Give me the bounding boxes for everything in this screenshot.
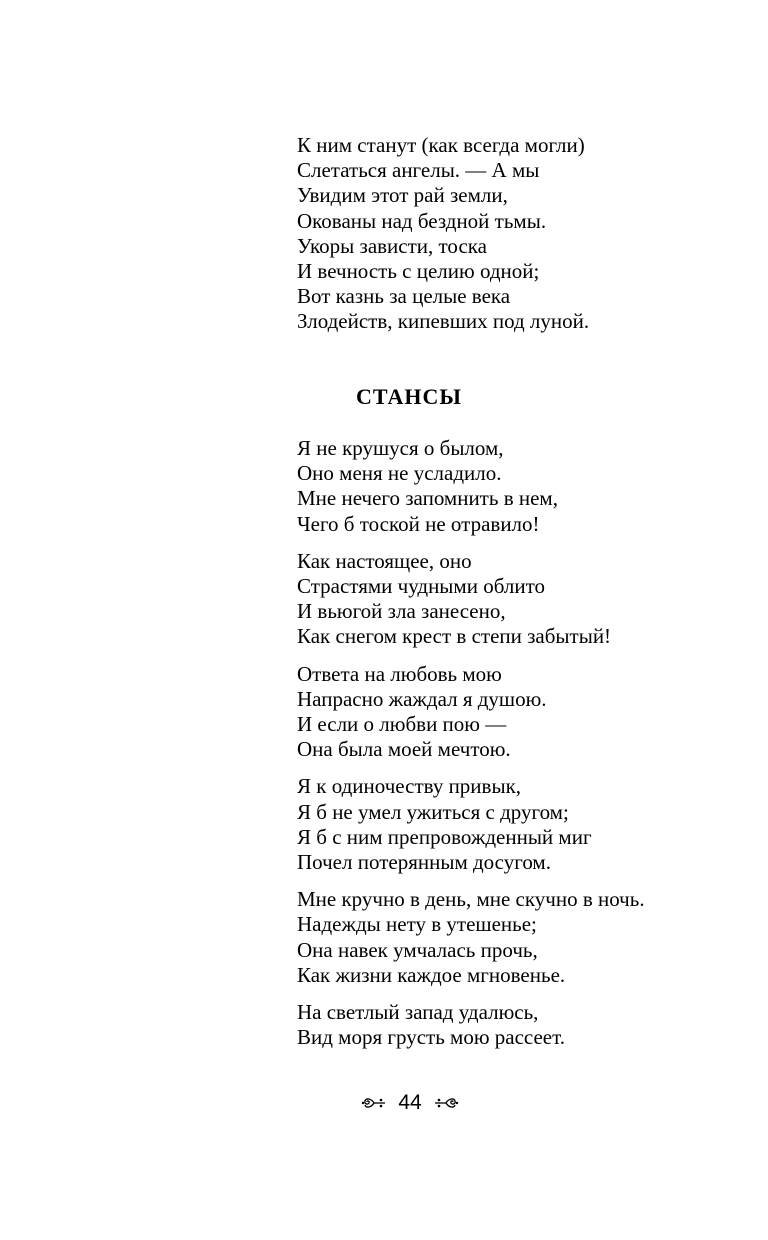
verse-line: Вид моря грусть мою рассеет. — [297, 1025, 565, 1050]
verse-line: Я к одиночеству привык, — [297, 774, 522, 799]
verse-line: Окованы над бездной тьмы. — [297, 208, 547, 233]
verse-line: На светлый запад удалюсь, — [297, 1000, 539, 1025]
fleuron-left-icon — [361, 1095, 387, 1111]
verse-line: Она была моей мечтою. — [297, 737, 511, 762]
verse-line: Напрасно жаждал я душою. — [297, 686, 547, 711]
verse-line: Укоры зависти, тоска — [297, 233, 487, 258]
verse-line: Я б не умел ужиться с другом; — [297, 799, 569, 824]
verse-line: Злодейств, кипевших под луной. — [297, 309, 590, 334]
verse-line: Увидим этот рай земли, — [297, 183, 508, 208]
poem-title: СТАНСЫ — [356, 384, 462, 409]
verse-line: Как снегом крест в степи забытый! — [297, 624, 612, 649]
fleuron-right-icon — [433, 1095, 459, 1111]
page-footer — [0, 1089, 768, 1115]
verse-line: Она навек умчалась прочь, — [297, 937, 538, 962]
verse-line: Мне кручно в день, мне скучно в ночь. — [297, 887, 645, 912]
verse-line: Оно меня не усладило. — [297, 461, 502, 486]
verse-line: К ним станут (как всегда могли) — [297, 133, 585, 157]
verse-line: И вечность с целию одной; — [297, 259, 540, 284]
verse-line: Я б с ним препровожденный миг — [297, 824, 592, 849]
stanza-5 — [297, 887, 737, 988]
stanza-2 — [297, 549, 737, 650]
page-number: 44 — [398, 1091, 422, 1115]
stanza-3 — [297, 662, 737, 763]
verse-line: И если о любви пою — — [297, 712, 507, 737]
verse-line: Как настоящее, оно — [297, 548, 472, 573]
verse-line: Надежды нету в утешенье; — [297, 912, 537, 937]
stanza-6 — [297, 1000, 737, 1050]
verse-line: Мне нечего запомнить в нем, — [297, 486, 558, 511]
verse-line: Вот казнь за целые века — [297, 284, 511, 309]
stanza-4 — [297, 774, 737, 875]
verse-line: И вьюгой зла занесено, — [297, 599, 506, 624]
verse-line: Как жизни каждое мгновенье. — [297, 962, 566, 987]
verse-line: Почел потерянным досугом. — [297, 850, 551, 875]
verse-line: Чего б тоской не отравило! — [297, 511, 540, 536]
verse-line: Слетаться ангелы. — А мы — [297, 158, 540, 183]
verse-line: Ответа на любовь мою — [297, 661, 502, 686]
verse-line: Я не крушуся о былом, — [297, 436, 504, 460]
stanza-1 — [297, 436, 737, 537]
verse-line: Страстями чудными облито — [297, 574, 545, 599]
opening-verse — [297, 133, 737, 335]
poem-body — [297, 436, 737, 1062]
